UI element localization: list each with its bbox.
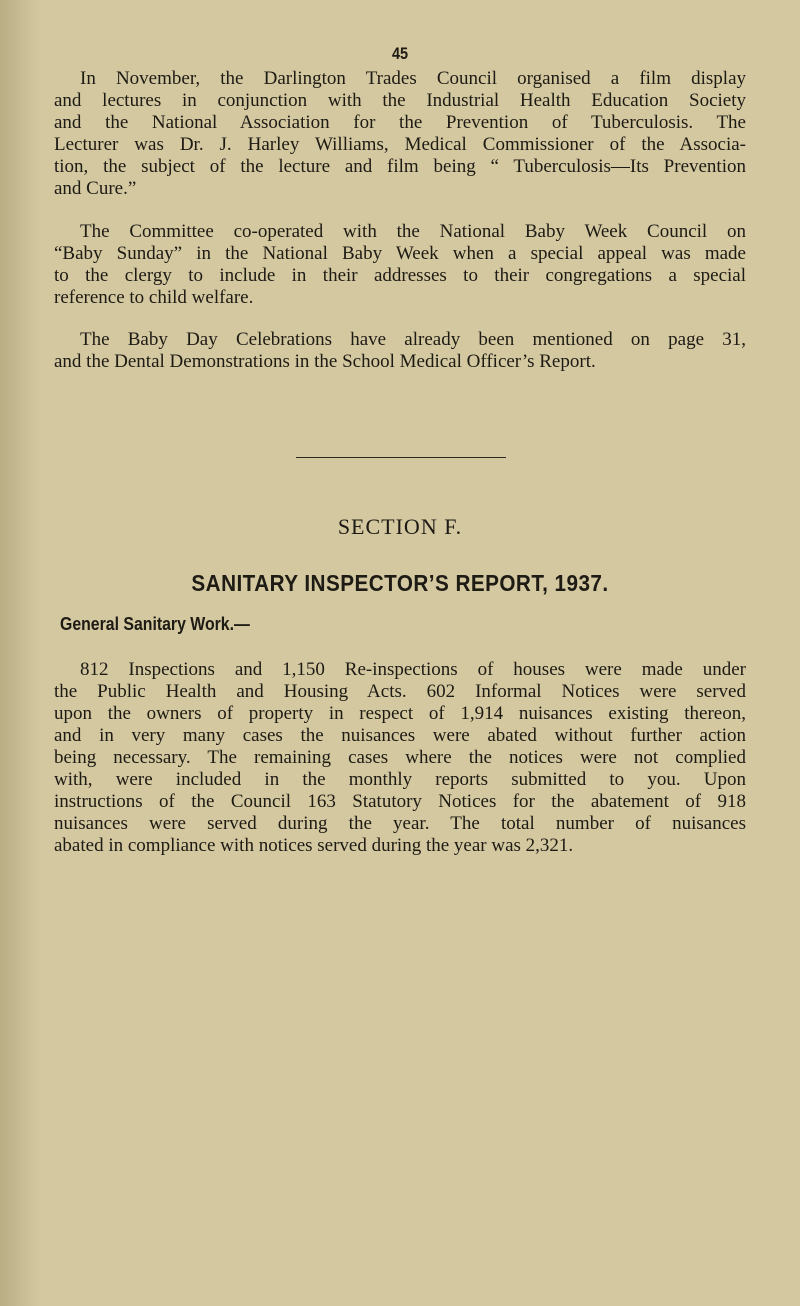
- text-line: and lectures in conjunction with the Industrial Health Education Society: [54, 90, 746, 111]
- report-title: SANITARY INSPECTOR’S REPORT, 1937.: [191, 570, 609, 596]
- text-line: and Cure.”: [54, 178, 137, 199]
- page-edge-shadow: [0, 0, 40, 1306]
- text-line: “Baby Sunday” in the National Baby Week when a special appeal was made: [54, 243, 746, 264]
- paragraph-inspections: [54, 659, 746, 857]
- divider-rule: [296, 457, 506, 458]
- text-line: instructions of the Council 163 Statutory Notices for the abatement of 918: [54, 791, 746, 812]
- page-number: 45: [391, 44, 409, 63]
- text-line: and the National Association for the Prevention of Tuberculosis. The: [54, 112, 746, 133]
- paragraph-film-display: [54, 68, 746, 200]
- subheading: General Sanitary Work.—: [60, 614, 250, 634]
- text-line: In November, the Darlington Trades Council organised a film display: [80, 68, 746, 89]
- text-line: being necessary. The remaining cases where the notices were not complied: [54, 747, 746, 768]
- text-line: upon the owners of property in respect of 1,914 nuisances existing thereon,: [54, 703, 746, 724]
- text-line: The Committee co-operated with the National Baby Week Council on: [80, 221, 746, 242]
- text-line: with, were included in the monthly reports submitted to you. Upon: [54, 769, 746, 790]
- text-line: reference to child welfare.: [54, 287, 254, 308]
- section-heading: SECTION F.: [337, 514, 463, 539]
- text-line: and the Dental Demonstrations in the School Medical Officer’s Report.: [54, 351, 596, 372]
- text-line: Lecturer was Dr. J. Harley Williams, Medical Commissioner of the Associa-: [54, 134, 746, 155]
- paragraph-baby-sunday: [54, 221, 746, 309]
- text-line: to the clergy to include in their addresses to their congregations a special: [54, 265, 746, 286]
- text-line: 812 Inspections and 1,150 Re-inspections of houses were made under: [80, 659, 746, 680]
- text-line: The Baby Day Celebrations have already been mentioned on page 31,: [80, 329, 746, 350]
- text-line: the Public Health and Housing Acts. 602 Informal Notices were served: [54, 681, 746, 702]
- text-line: and in very many cases the nuisances were abated without further action: [54, 725, 746, 746]
- paragraph-baby-day: [54, 329, 746, 373]
- text-line: nuisances were served during the year. The total number of nuisances: [54, 813, 746, 834]
- text-line: abated in compliance with notices served during the year was 2,321.: [54, 835, 574, 856]
- text-line: tion, the subject of the lecture and film being “ Tuberculosis—Its Prevention: [54, 156, 746, 177]
